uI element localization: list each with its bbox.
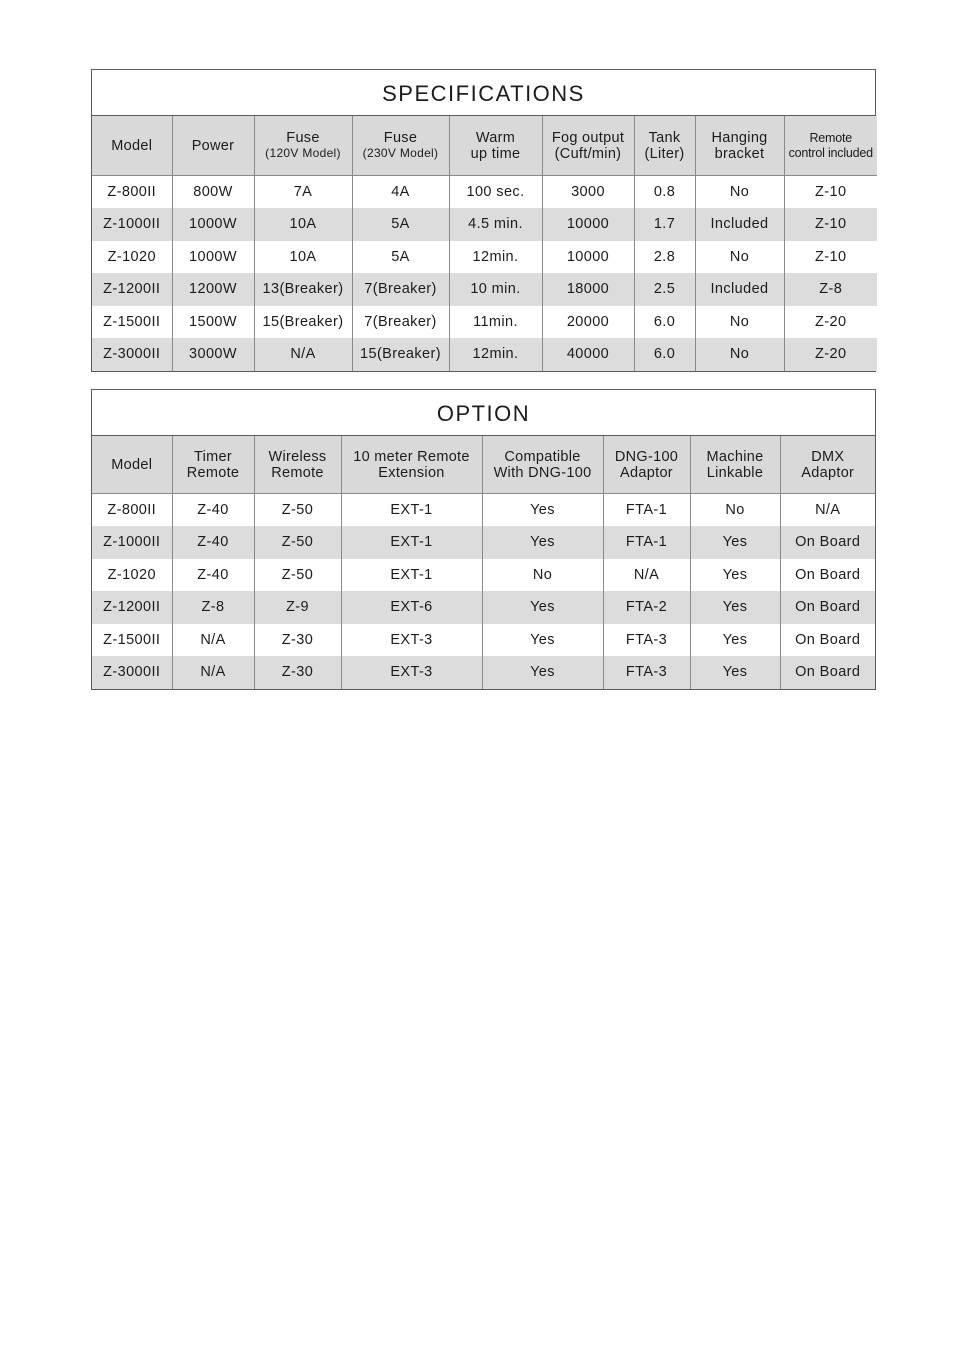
cell: N/A	[172, 624, 254, 657]
cell: 100 sec.	[449, 176, 542, 209]
header-dng-100-adaptor: DNG-100 Adaptor	[603, 436, 690, 494]
header-dmx-adaptor: DMX Adaptor	[780, 436, 875, 494]
table-row	[92, 624, 875, 657]
header-machine-linkable: Machine Linkable	[690, 436, 780, 494]
header-compatible-dng-100: Compatible With DNG-100	[482, 436, 603, 494]
header-fuse-230v: Fuse (230V Model)	[352, 116, 449, 176]
cell: N/A	[603, 559, 690, 592]
cell: Yes	[690, 559, 780, 592]
cell: No	[695, 306, 784, 339]
cell: Z-800II	[92, 176, 172, 209]
header-fog-output: Fog output (Cuft/min)	[542, 116, 634, 176]
table-row	[92, 591, 875, 624]
table-row	[92, 273, 877, 306]
cell: Z-30	[254, 656, 341, 689]
cell: 1.7	[634, 208, 695, 241]
cell: Z-50	[254, 494, 341, 527]
cell: Yes	[482, 526, 603, 559]
cell: 13(Breaker)	[254, 273, 352, 306]
cell: 6.0	[634, 306, 695, 339]
cell: No	[695, 241, 784, 274]
cell: Z-3000II	[92, 656, 172, 689]
cell: FTA-3	[603, 624, 690, 657]
cell: Yes	[482, 624, 603, 657]
cell: FTA-1	[603, 526, 690, 559]
table-row	[92, 338, 877, 371]
header-wireless-remote: Wireless Remote	[254, 436, 341, 494]
cell: Z-1500II	[92, 306, 172, 339]
cell: Z-1500II	[92, 624, 172, 657]
specifications-title: SPECIFICATIONS	[92, 70, 875, 116]
cell: EXT-1	[341, 526, 482, 559]
cell: 20000	[542, 306, 634, 339]
cell: On Board	[780, 526, 875, 559]
table-row	[92, 526, 875, 559]
cell: Z-10	[784, 241, 877, 274]
cell: 10 min.	[449, 273, 542, 306]
cell: 1000W	[172, 241, 254, 274]
cell: Yes	[690, 624, 780, 657]
cell: EXT-6	[341, 591, 482, 624]
header-model: Model	[92, 436, 172, 494]
cell: Z-800II	[92, 494, 172, 527]
header-hanging-bracket: Hanging bracket	[695, 116, 784, 176]
cell: FTA-3	[603, 656, 690, 689]
specifications-header-row	[92, 116, 877, 176]
header-tank: Tank (Liter)	[634, 116, 695, 176]
cell: FTA-2	[603, 591, 690, 624]
cell: Yes	[690, 526, 780, 559]
header-power: Power	[172, 116, 254, 176]
cell: Z-10	[784, 176, 877, 209]
cell: Z-1000II	[92, 526, 172, 559]
cell: On Board	[780, 559, 875, 592]
cell: 3000	[542, 176, 634, 209]
cell: No	[690, 494, 780, 527]
cell: Yes	[482, 494, 603, 527]
header-fuse-120v: Fuse (120V Model)	[254, 116, 352, 176]
cell: Z-20	[784, 338, 877, 371]
cell: EXT-1	[341, 494, 482, 527]
cell: Z-40	[172, 494, 254, 527]
specifications-table-block	[91, 69, 876, 372]
cell: No	[482, 559, 603, 592]
cell: Included	[695, 273, 784, 306]
cell: 6.0	[634, 338, 695, 371]
cell: 4A	[352, 176, 449, 209]
cell: Z-3000II	[92, 338, 172, 371]
cell: 5A	[352, 208, 449, 241]
cell: Yes	[690, 591, 780, 624]
cell: Z-40	[172, 559, 254, 592]
cell: 7(Breaker)	[352, 273, 449, 306]
cell: Z-50	[254, 559, 341, 592]
cell: 12min.	[449, 338, 542, 371]
cell: Z-9	[254, 591, 341, 624]
cell: Yes	[482, 591, 603, 624]
header-remote-extension: 10 meter Remote Extension	[341, 436, 482, 494]
cell: 7(Breaker)	[352, 306, 449, 339]
table-row	[92, 241, 877, 274]
cell: N/A	[254, 338, 352, 371]
option-title: OPTION	[92, 390, 875, 436]
cell: 10A	[254, 208, 352, 241]
option-header-row	[92, 436, 875, 494]
cell: 1000W	[172, 208, 254, 241]
header-timer-remote: Timer Remote	[172, 436, 254, 494]
cell: 12min.	[449, 241, 542, 274]
cell: 800W	[172, 176, 254, 209]
cell: No	[695, 338, 784, 371]
cell: Z-40	[172, 526, 254, 559]
cell: 15(Breaker)	[352, 338, 449, 371]
cell: Z-1200II	[92, 273, 172, 306]
cell: 40000	[542, 338, 634, 371]
cell: 10A	[254, 241, 352, 274]
cell: N/A	[780, 494, 875, 527]
cell: Included	[695, 208, 784, 241]
cell: 1500W	[172, 306, 254, 339]
header-model: Model	[92, 116, 172, 176]
table-row	[92, 208, 877, 241]
table-row	[92, 656, 875, 689]
cell: Z-1020	[92, 241, 172, 274]
cell: Z-30	[254, 624, 341, 657]
cell: 7A	[254, 176, 352, 209]
cell: Z-20	[784, 306, 877, 339]
cell: Yes	[690, 656, 780, 689]
cell: FTA-1	[603, 494, 690, 527]
cell: EXT-3	[341, 656, 482, 689]
cell: 15(Breaker)	[254, 306, 352, 339]
cell: Z-1020	[92, 559, 172, 592]
cell: 4.5 min.	[449, 208, 542, 241]
cell: Z-10	[784, 208, 877, 241]
table-row	[92, 176, 877, 209]
header-remote-control-included: Remote control included	[784, 116, 877, 176]
cell: EXT-3	[341, 624, 482, 657]
header-warm-up-time: Warm up time	[449, 116, 542, 176]
cell: 5A	[352, 241, 449, 274]
cell: On Board	[780, 624, 875, 657]
cell: Z-8	[784, 273, 877, 306]
table-row	[92, 494, 875, 527]
table-row	[92, 559, 875, 592]
option-table	[92, 436, 875, 689]
cell: 10000	[542, 208, 634, 241]
specifications-table	[92, 116, 877, 371]
cell: 3000W	[172, 338, 254, 371]
cell: 10000	[542, 241, 634, 274]
table-row	[92, 306, 877, 339]
cell: No	[695, 176, 784, 209]
cell: 1200W	[172, 273, 254, 306]
cell: N/A	[172, 656, 254, 689]
cell: On Board	[780, 591, 875, 624]
cell: Z-1200II	[92, 591, 172, 624]
option-table-block	[91, 389, 876, 690]
cell: 11min.	[449, 306, 542, 339]
cell: Z-50	[254, 526, 341, 559]
cell: Z-1000II	[92, 208, 172, 241]
cell: Yes	[482, 656, 603, 689]
cell: 18000	[542, 273, 634, 306]
cell: Z-8	[172, 591, 254, 624]
cell: On Board	[780, 656, 875, 689]
cell: 0.8	[634, 176, 695, 209]
cell: 2.5	[634, 273, 695, 306]
cell: EXT-1	[341, 559, 482, 592]
cell: 2.8	[634, 241, 695, 274]
